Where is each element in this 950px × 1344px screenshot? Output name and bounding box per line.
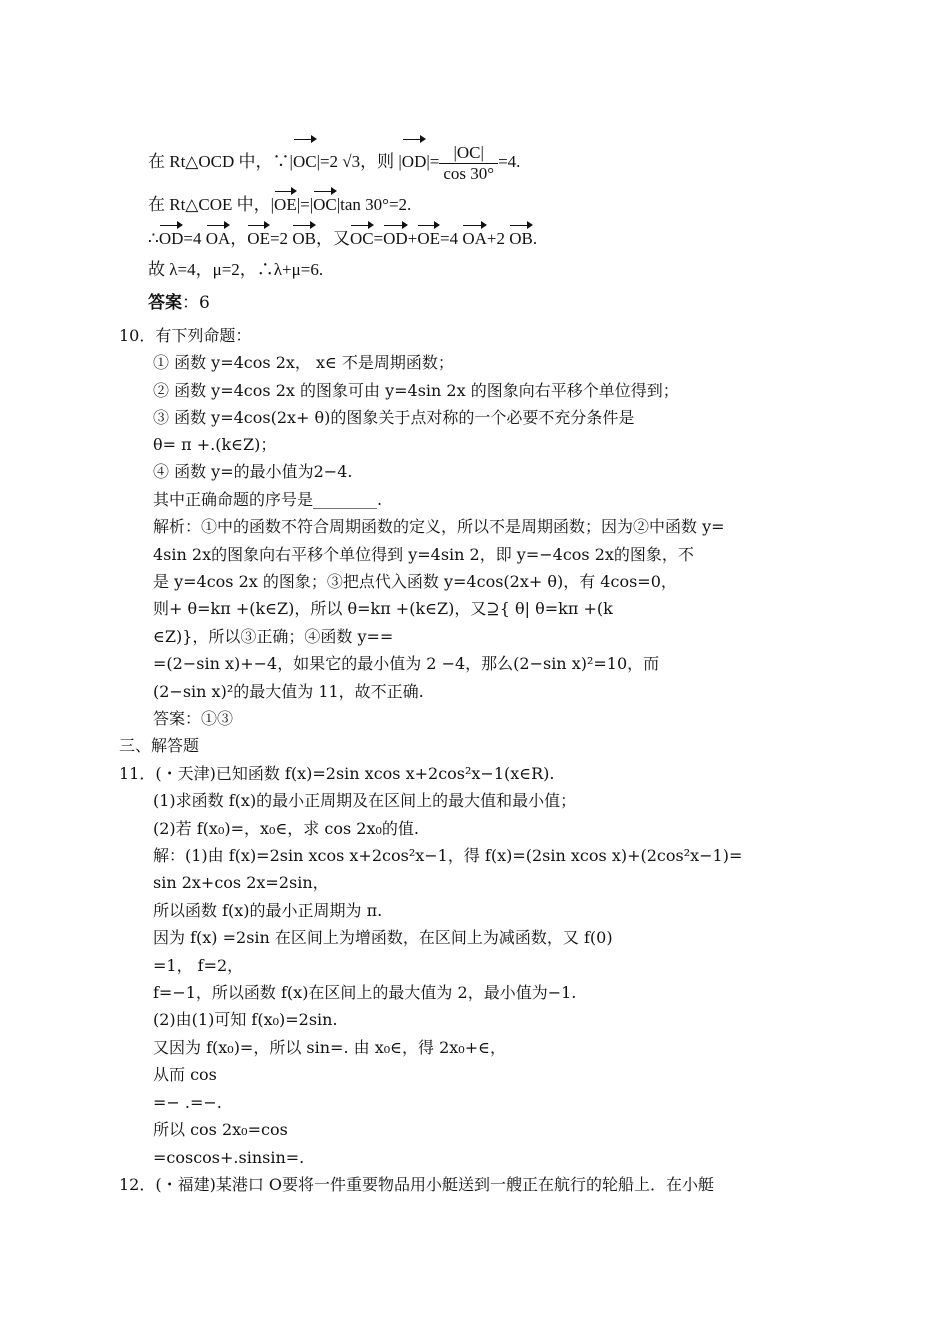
answer-label: 答案 xyxy=(148,293,182,313)
q10-question: 其中正确命题的序号是________. xyxy=(153,490,383,509)
section-heading: 三、解答题 xyxy=(119,736,200,755)
q11-solution-9: 从而 cos xyxy=(153,1065,217,1084)
q11-solution-1: 解：(1)由 f(x)=2sin xcos x+2cos²x−1，得 f(x)=(2sin xcos x)+(2cos²x−1)= xyxy=(153,846,743,865)
solution-line-result: 故 λ=4，μ=2，∴λ+μ=6. xyxy=(148,260,324,279)
q10-solution-4: 则+ θ=kπ +(k∈Z)，所以 θ=kπ +(k∈Z)，又⊇{ θ| θ=kπ +(k xyxy=(153,599,613,618)
answer-line xyxy=(148,292,210,314)
q10-solution-3: 是 y=4cos 2x 的图象；③把点代入函数 y=4cos(2x+ θ)，有 4cos=0， xyxy=(153,572,677,591)
q11-part-1: (1)求函数 f(x)的最小正周期及在区间上的最大值和最小值； xyxy=(153,791,577,810)
vector-oc: OC xyxy=(350,222,374,250)
fraction xyxy=(439,143,498,184)
q10-solution-2: 4sin 2x的图象向右平移个单位得到 y=4sin 2，即 y=−4cos 2x的图象，不 xyxy=(153,545,694,564)
q10-title: 10．有下列命题： xyxy=(119,326,252,345)
q11-solution-4: 因为 f(x) =2sin 在区间上为增函数，在区间上为减函数，又 f(0) xyxy=(153,928,613,947)
q10-prop-4: ④ 函数 y=的最小值为2−4. xyxy=(153,462,353,481)
vector-ob: OB xyxy=(509,222,533,250)
vector-ob: OB xyxy=(292,222,316,250)
q11-solution-8: 又因为 f(x₀)=，所以 sin=. 由 x₀∈，得 2x₀+∈， xyxy=(153,1038,506,1057)
q12-title: 12．(・福建)某港口 O要将一件重要物品用小艇送到一艘正在航行的轮船上．在小艇 xyxy=(119,1175,715,1194)
answer-value: ：6 xyxy=(182,293,210,313)
vector-oa: OA xyxy=(206,222,231,250)
solution-line-vectors: ∴OD=4 OA，OE=2 OB，又OC=OD+OE=4 OA+2 OB. xyxy=(148,222,537,250)
q11-solution-10: =− .=−. xyxy=(153,1093,222,1112)
vector-oa: OA xyxy=(462,222,487,250)
q10-prop-3-cont: θ= π +.(k∈Z)； xyxy=(153,435,277,454)
q11-solution-11: 所以 cos 2x₀=cos xyxy=(153,1120,288,1139)
vector-oc: OC xyxy=(313,188,337,216)
q10-solution-7: (2−sin x)²的最大值为 11，故不正确. xyxy=(153,682,424,701)
q10-prop-1: ① 函数 y=4cos 2x， x∈ 不是周期函数； xyxy=(153,353,454,372)
q10-solution-5: ∈Z)}，所以③正确；④函数 y== xyxy=(153,627,394,646)
vector-od: OD xyxy=(402,136,427,182)
q11-solution-12: =coscos+.sinsin=. xyxy=(153,1148,305,1167)
q10-solution-1: 解析：①中的函数不符合周期函数的定义，所以不是周期函数；因为②中函数 y= xyxy=(153,517,725,536)
q11-solution-7: (2)由(1)可知 f(x₀)=2sin. xyxy=(153,1010,338,1029)
solution-line-ocd: 在 Rt△OCD 中，∵|OC|=2 √3，则 |OD|= $\frac{|OC|}{\cos 30^\circ}$ =4. xyxy=(148,136,520,184)
q11-title: 11．(・天津)已知函数 f(x)=2sin xcos x+2cos²x−1(x∈R). xyxy=(119,764,555,783)
fraction-numerator: |OC| xyxy=(439,143,498,164)
q11-solution-2: sin 2x+cos 2x=2sin， xyxy=(153,873,329,892)
vector-oe: OE xyxy=(247,222,270,250)
q10-prop-2: ② 函数 y=4cos 2x 的图象可由 y=4sin 2x 的图象向右平移个单位得到； xyxy=(153,381,679,400)
fraction-denominator: cos 30° xyxy=(443,163,495,183)
solution-line-coe: 在 Rt△COE 中，|OE|=|OC|tan 30°=2. xyxy=(148,188,411,216)
q11-solution-3: 所以函数 f(x)的最小正周期为 π. xyxy=(153,901,383,920)
q10-solution-6: =(2−sin x)+−4，如果它的最小值为 2 −4，那么(2−sin x)²=10，而 xyxy=(153,654,660,673)
vector-oe: OE xyxy=(417,222,440,250)
q10-prop-3: ③ 函数 y=4cos(2x+ θ)的图象关于点对称的一个必要不充分条件是 xyxy=(153,408,635,427)
vector-oc: OC xyxy=(293,136,317,182)
q11-part-2: (2)若 f(x₀)=，x₀∈，求 cos 2x₀的值. xyxy=(153,819,419,838)
vector-od: OD xyxy=(383,222,408,250)
vector-od: OD xyxy=(159,222,184,250)
vector-oe: OE xyxy=(274,188,297,216)
q11-solution-5: =1， f=2， xyxy=(153,956,244,975)
q11-solution-6: f=−1，所以函数 f(x)在区间上的最大值为 2，最小值为−1. xyxy=(153,983,577,1002)
q10-answer: 答案：①③ xyxy=(153,709,234,728)
